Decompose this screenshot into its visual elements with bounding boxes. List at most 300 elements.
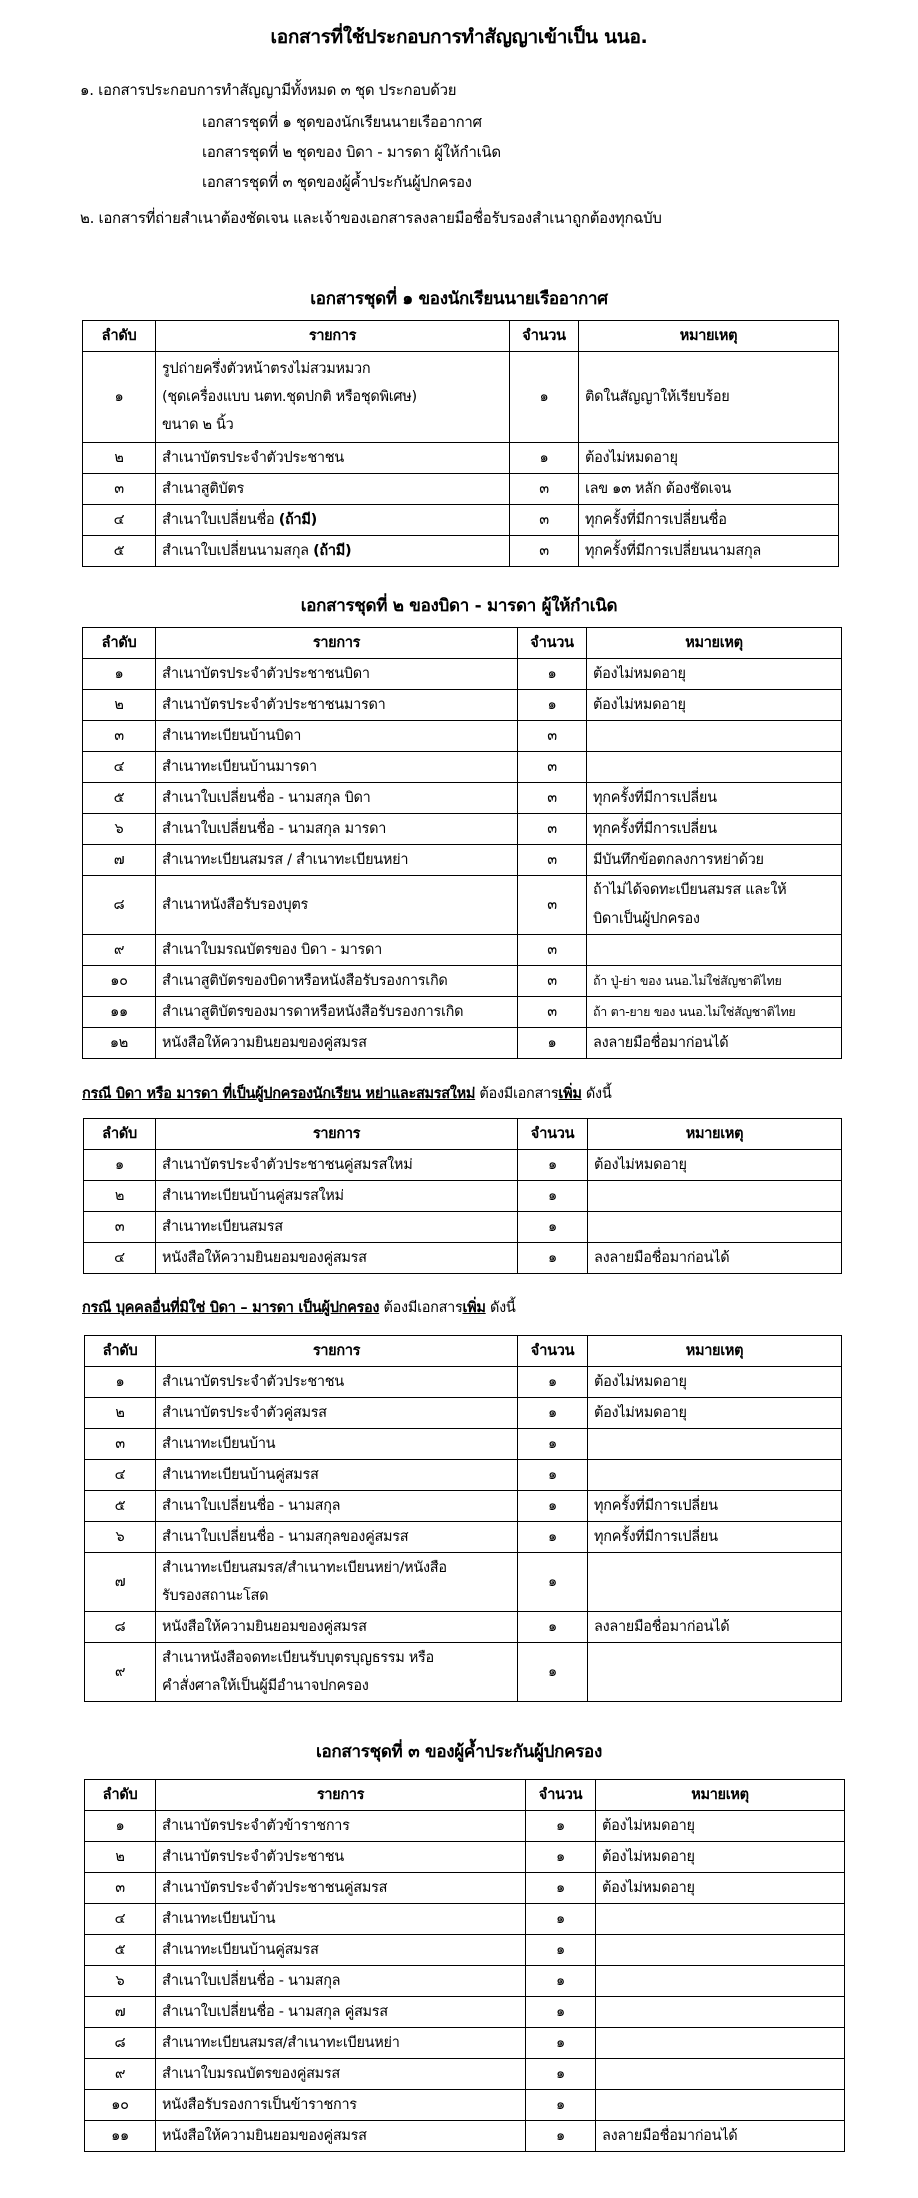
row-note-line: บิดาเป็นผู้ปกครอง xyxy=(593,911,700,927)
row-item-text: หนังสือรับรองการเป็นข้าราชการ xyxy=(162,2097,357,2113)
row-number: ๑๐ xyxy=(83,966,156,997)
table-header-row xyxy=(84,1119,842,1150)
row-item xyxy=(156,352,510,443)
row-number: ๑๑ xyxy=(83,997,156,1028)
row-number: ๙ xyxy=(85,2059,156,2090)
row-quantity: ๑ xyxy=(518,1367,588,1398)
row-note xyxy=(588,1460,842,1491)
row-item xyxy=(156,1491,518,1522)
col-no-header: ลำดับ xyxy=(84,1119,156,1150)
col-qty-header: จำนวน xyxy=(518,1119,588,1150)
table-row xyxy=(85,1811,845,1842)
col-note-header: หมายเหตุ xyxy=(579,321,839,352)
row-item-text: สำเนาใบเปลี่ยนชื่อ - นามสกุล xyxy=(162,1498,341,1514)
row-number: ๓ xyxy=(83,474,156,505)
row-note: ลงลายมือชื่อมาก่อนได้ xyxy=(596,2121,845,2152)
table-row xyxy=(83,721,842,752)
row-number: ๖ xyxy=(85,1522,156,1553)
row-note: ติดในสัญญาให้เรียบร้อย xyxy=(579,352,839,443)
table-row xyxy=(83,536,839,567)
intro-item-2: ๒. เอกสารที่ถ่ายสำเนาต้องชัดเจน และเจ้าของเอกสารลงลายมือชื่อรับรองสำเนาถูกต้องทุกฉบับ xyxy=(80,209,662,227)
row-item-conditional-tag: (ถ้ามี) xyxy=(278,512,317,528)
row-quantity: ๑ xyxy=(518,1429,588,1460)
case2-heading xyxy=(82,1296,516,1319)
row-quantity: ๓ xyxy=(510,536,579,567)
row-item-text: สำเนาทะเบียนบ้านคู่สมรส xyxy=(162,1942,319,1958)
row-number: ๑ xyxy=(85,1811,156,1842)
row-item xyxy=(156,966,518,997)
table-row xyxy=(83,752,842,783)
row-item xyxy=(156,536,510,567)
row-item xyxy=(156,814,518,845)
row-note: ถ้า ตา-ยาย ของ นนอ.ไม่ใช่สัญชาติไทย xyxy=(587,997,842,1028)
table-row xyxy=(85,1966,845,1997)
row-item xyxy=(156,1150,518,1181)
row-item xyxy=(156,1522,518,1553)
table-row xyxy=(83,1028,842,1059)
row-number: ๒ xyxy=(83,443,156,474)
row-note: ต้องไม่หมดอายุ xyxy=(596,1811,845,1842)
row-quantity: ๑ xyxy=(518,690,587,721)
row-quantity: ๑ xyxy=(518,659,587,690)
row-item-text: สำเนาใบมรณบัตรของคู่สมรส xyxy=(162,2066,340,2082)
table-row xyxy=(83,505,839,536)
table-row xyxy=(84,1181,842,1212)
row-item xyxy=(156,1997,526,2028)
row-item xyxy=(156,1429,518,1460)
row-number: ๓ xyxy=(83,721,156,752)
row-number: ๑๐ xyxy=(85,2090,156,2121)
row-note: ทุกครั้งที่มีการเปลี่ยน xyxy=(588,1491,842,1522)
row-note: ทุกครั้งที่มีการเปลี่ยนนามสกุล xyxy=(579,536,839,567)
table-row xyxy=(85,1643,842,1702)
intro-set-1: เอกสารชุดที่ ๑ ชุดของนักเรียนนายเรืออากาศ xyxy=(202,113,482,131)
row-note xyxy=(587,752,842,783)
row-item xyxy=(156,876,518,935)
row-number: ๗ xyxy=(85,1997,156,2028)
row-note: ต้องไม่หมดอายุ xyxy=(579,443,839,474)
row-note: ต้องไม่หมดอายุ xyxy=(596,1842,845,1873)
row-quantity: ๑ xyxy=(526,2121,596,2152)
row-item xyxy=(156,1842,526,1873)
intro-item-1: ๑. เอกสารประกอบการทำสัญญามีทั้งหมด ๓ ชุด ประกอบด้วย xyxy=(80,81,457,99)
row-item xyxy=(156,2028,526,2059)
row-note: ต้องไม่หมดอายุ xyxy=(587,659,842,690)
row-note: ลงลายมือชื่อมาก่อนได้ xyxy=(588,1612,842,1643)
col-note-header: หมายเหตุ xyxy=(596,1780,845,1811)
row-item-line: ขนาด ๒ นิ้ว xyxy=(162,417,234,433)
row-quantity: ๑ xyxy=(518,1612,588,1643)
row-item-text: สำเนาบัตรประจำตัวประชาชนคู่สมรสใหม่ xyxy=(162,1157,413,1173)
page-title: เอกสารที่ใช้ประกอบการทำสัญญาเข้าเป็น นนอ. xyxy=(270,26,648,48)
row-quantity: ๓ xyxy=(518,966,587,997)
table-row xyxy=(85,1873,845,1904)
row-item-text: หนังสือให้ความยินยอมของคู่สมรส xyxy=(162,1035,367,1051)
row-number: ๑๒ xyxy=(83,1028,156,1059)
row-item xyxy=(156,1212,518,1243)
row-note: ต้องไม่หมดอายุ xyxy=(587,690,842,721)
row-item-line: รูปถ่ายครึ่งตัวหน้าตรงไม่สวมหมวก xyxy=(162,361,371,377)
col-qty-header: จำนวน xyxy=(510,321,579,352)
row-item xyxy=(156,474,510,505)
row-number: ๑ xyxy=(84,1150,156,1181)
table-row xyxy=(85,1904,845,1935)
row-quantity: ๑ xyxy=(518,1460,588,1491)
row-item xyxy=(156,721,518,752)
col-no-header: ลำดับ xyxy=(85,1336,156,1367)
table-header-row xyxy=(83,628,842,659)
row-item-text: สำเนาหนังสือรับรองบุตร xyxy=(162,897,308,913)
row-item-text: สำเนาใบเปลี่ยนชื่อ - นามสกุลของคู่สมรส xyxy=(162,1529,409,1545)
row-item xyxy=(156,2090,526,2121)
col-note-header: หมายเหตุ xyxy=(587,628,842,659)
row-item-text: สำเนาทะเบียนบ้านคู่สมรสใหม่ xyxy=(162,1188,344,1204)
row-quantity: ๑ xyxy=(526,1873,596,1904)
case2-table xyxy=(84,1335,842,1702)
row-note: ทุกครั้งที่มีการเปลี่ยน xyxy=(587,814,842,845)
table-row xyxy=(84,1212,842,1243)
row-number: ๑ xyxy=(83,659,156,690)
row-quantity: ๑ xyxy=(526,2090,596,2121)
row-item-line: สำเนาทะเบียนสมรส/สำเนาทะเบียนหย่า/หนังสือ xyxy=(162,1560,447,1576)
row-item-text: สำเนาทะเบียนบ้าน xyxy=(162,1436,276,1452)
row-item-text: สำเนาบัตรประจำตัวประชาชนคู่สมรส xyxy=(162,1880,388,1896)
table-row xyxy=(83,814,842,845)
row-number: ๓ xyxy=(85,1429,156,1460)
row-item xyxy=(156,2121,526,2152)
row-note: เลข ๑๓ หลัก ต้องชัดเจน xyxy=(579,474,839,505)
row-item-text: สำเนาทะเบียนบ้านมารดา xyxy=(162,759,317,775)
table-row xyxy=(83,352,839,443)
table-header-row xyxy=(85,1336,842,1367)
row-quantity: ๑ xyxy=(526,2059,596,2090)
row-note: ทุกครั้งที่มีการเปลี่ยนชื่อ xyxy=(579,505,839,536)
row-note: ต้องไม่หมดอายุ xyxy=(588,1367,842,1398)
row-item-text: สำเนาใบเปลี่ยนชื่อ xyxy=(162,512,275,528)
row-item xyxy=(156,1553,518,1612)
case2-heading-emphasis: เพิ่ม xyxy=(462,1300,486,1316)
row-quantity: ๑ xyxy=(518,1181,588,1212)
row-item-text: สำเนาสูติบัตรของมารดาหรือหนังสือรับรองการเกิด xyxy=(162,1004,464,1020)
row-quantity: ๑ xyxy=(518,1643,588,1702)
set2-table xyxy=(82,627,842,1059)
set2-title: เอกสารชุดที่ ๒ ของบิดา - มารดา ผู้ให้กำเนิด xyxy=(300,596,618,616)
col-no-header: ลำดับ xyxy=(85,1780,156,1811)
row-number: ๑๑ xyxy=(85,2121,156,2152)
row-quantity: ๓ xyxy=(518,935,587,966)
row-note xyxy=(596,1935,845,1966)
row-note xyxy=(596,2090,845,2121)
col-qty-header: จำนวน xyxy=(518,1336,588,1367)
row-note xyxy=(588,1553,842,1612)
row-item-text: สำเนาใบมรณบัตรของ บิดา - มารดา xyxy=(162,942,382,958)
row-note-line: ถ้าไม่ได้จดทะเบียนสมรส และให้ xyxy=(593,882,787,898)
row-number: ๗ xyxy=(83,845,156,876)
row-number: ๔ xyxy=(84,1243,156,1274)
table-row xyxy=(85,1429,842,1460)
col-item-header: รายการ xyxy=(156,628,518,659)
row-item xyxy=(156,1612,518,1643)
row-item xyxy=(156,783,518,814)
row-number: ๒ xyxy=(83,690,156,721)
row-note: ลงลายมือชื่อมาก่อนได้ xyxy=(587,1028,842,1059)
row-item-text: สำเนาทะเบียนบ้าน xyxy=(162,1911,276,1927)
row-number: ๒ xyxy=(85,1842,156,1873)
row-note: ลงลายมือชื่อมาก่อนได้ xyxy=(588,1243,842,1274)
row-item-text: สำเนาทะเบียนสมรส/สำเนาทะเบียนหย่า xyxy=(162,2035,400,2051)
row-note xyxy=(596,1966,845,1997)
row-number: ๔ xyxy=(85,1460,156,1491)
row-item-text: สำเนาสูติบัตรของบิดาหรือหนังสือรับรองการเกิด xyxy=(162,973,448,989)
row-number: ๙ xyxy=(83,935,156,966)
row-quantity: ๑ xyxy=(518,1491,588,1522)
row-quantity: ๑ xyxy=(518,1028,587,1059)
row-note xyxy=(596,2028,845,2059)
row-note xyxy=(588,1212,842,1243)
row-quantity: ๓ xyxy=(518,752,587,783)
row-quantity: ๑ xyxy=(510,352,579,443)
table-row xyxy=(83,690,842,721)
table-row xyxy=(83,966,842,997)
col-note-header: หมายเหตุ xyxy=(588,1336,842,1367)
row-quantity: ๑ xyxy=(518,1212,588,1243)
row-note xyxy=(587,935,842,966)
row-item xyxy=(156,1935,526,1966)
intro-set-3: เอกสารชุดที่ ๓ ชุดของผู้ค้ำประกันผู้ปกครอง xyxy=(202,173,472,191)
table-row xyxy=(85,2121,845,2152)
row-note xyxy=(587,721,842,752)
row-quantity: ๑ xyxy=(526,2028,596,2059)
row-item xyxy=(156,1873,526,1904)
row-item-text: หนังสือให้ความยินยอมของคู่สมรส xyxy=(162,2128,367,2144)
table-row xyxy=(85,2090,845,2121)
row-item-text: สำเนาบัตรประจำตัวประชาชน xyxy=(162,1374,344,1390)
row-item xyxy=(156,659,518,690)
col-qty-header: จำนวน xyxy=(526,1780,596,1811)
row-number: ๘ xyxy=(83,876,156,935)
row-note xyxy=(596,1904,845,1935)
row-item-text: สำเนาบัตรประจำตัวประชาชนบิดา xyxy=(162,666,370,682)
table-header-row xyxy=(85,1780,845,1811)
case1-table xyxy=(83,1118,842,1274)
col-item-header: รายการ xyxy=(156,1780,526,1811)
table-row xyxy=(83,997,842,1028)
row-note: ต้องไม่หมดอายุ xyxy=(588,1150,842,1181)
table-row xyxy=(83,474,839,505)
row-quantity: ๑ xyxy=(526,1842,596,1873)
row-note: ต้องไม่หมดอายุ xyxy=(588,1398,842,1429)
row-item-text: สำเนาทะเบียนบ้านบิดา xyxy=(162,728,302,744)
row-note xyxy=(596,1997,845,2028)
row-quantity: ๓ xyxy=(518,783,587,814)
row-quantity: ๓ xyxy=(510,474,579,505)
table-row xyxy=(85,1612,842,1643)
row-item-text: หนังสือให้ความยินยอมของคู่สมรส xyxy=(162,1619,367,1635)
row-quantity: ๓ xyxy=(518,721,587,752)
row-item xyxy=(156,1398,518,1429)
table-header-row xyxy=(83,321,839,352)
row-note xyxy=(587,876,842,935)
row-quantity: ๓ xyxy=(510,505,579,536)
row-item xyxy=(156,1367,518,1398)
row-number: ๘ xyxy=(85,2028,156,2059)
table-row xyxy=(83,783,842,814)
table-row xyxy=(85,1491,842,1522)
row-quantity: ๑ xyxy=(518,1398,588,1429)
row-item-text: สำเนาใบเปลี่ยนชื่อ - นามสกุล xyxy=(162,1973,341,1989)
row-note xyxy=(588,1643,842,1702)
row-number: ๒ xyxy=(84,1181,156,1212)
row-number: ๕ xyxy=(85,1491,156,1522)
row-number: ๕ xyxy=(85,1935,156,1966)
row-item-line: สำเนาหนังสือจดทะเบียนรับบุตรบุญธรรม หรือ xyxy=(162,1650,434,1666)
row-item xyxy=(156,505,510,536)
row-item xyxy=(156,443,510,474)
row-quantity: ๑ xyxy=(526,1935,596,1966)
row-note: ทุกครั้งที่มีการเปลี่ยน xyxy=(588,1522,842,1553)
row-item-text: สำเนาบัตรประจำตัวประชาชน xyxy=(162,1849,344,1865)
table-row xyxy=(83,443,839,474)
row-item-text: สำเนาสูติบัตร xyxy=(162,481,244,497)
table-row xyxy=(85,1553,842,1612)
col-no-header: ลำดับ xyxy=(83,628,156,659)
row-item xyxy=(156,1643,518,1702)
col-note-header: หมายเหตุ xyxy=(588,1119,842,1150)
row-item-text: สำเนาบัตรประจำตัวข้าราชการ xyxy=(162,1818,350,1834)
col-no-header: ลำดับ xyxy=(83,321,156,352)
row-quantity: ๓ xyxy=(518,876,587,935)
row-number: ๑ xyxy=(83,352,156,443)
row-item-text: สำเนาบัตรประจำตัวประชาชนมารดา xyxy=(162,697,386,713)
row-quantity: ๑ xyxy=(526,1997,596,2028)
case1-heading-end: ดังนี้ xyxy=(581,1086,612,1102)
row-quantity: ๑ xyxy=(526,1811,596,1842)
row-number: ๔ xyxy=(83,752,156,783)
table-row xyxy=(85,1460,842,1491)
case1-heading xyxy=(82,1082,611,1105)
table-row xyxy=(83,845,842,876)
row-item-text: สำเนาทะเบียนสมรส xyxy=(162,1219,283,1235)
set1-table xyxy=(82,320,839,567)
row-note xyxy=(596,2059,845,2090)
row-note xyxy=(588,1181,842,1212)
row-quantity: ๓ xyxy=(518,997,587,1028)
row-number: ๔ xyxy=(85,1904,156,1935)
table-row xyxy=(85,1367,842,1398)
row-item-text: สำเนาทะเบียนบ้านคู่สมรส xyxy=(162,1467,319,1483)
row-number: ๑ xyxy=(85,1367,156,1398)
row-item-text: สำเนาใบเปลี่ยนชื่อ - นามสกุล มารดา xyxy=(162,821,387,837)
col-item-header: รายการ xyxy=(156,321,510,352)
table-row xyxy=(85,1997,845,2028)
row-item xyxy=(156,1966,526,1997)
row-quantity: ๑ xyxy=(510,443,579,474)
row-quantity: ๑ xyxy=(518,1150,588,1181)
row-item xyxy=(156,845,518,876)
set3-title: เอกสารชุดที่ ๓ ของผู้ค้ำประกันผู้ปกครอง xyxy=(316,1742,602,1762)
table-row xyxy=(84,1150,842,1181)
row-item-text: สำเนาบัตรประจำตัวประชาชน xyxy=(162,450,344,466)
row-item-line: รับรองสถานะโสด xyxy=(162,1588,269,1604)
row-item-conditional-tag: (ถ้ามี) xyxy=(313,543,352,559)
case1-heading-text: ต้องมีเอกสาร xyxy=(475,1086,559,1102)
row-number: ๔ xyxy=(83,505,156,536)
row-item xyxy=(156,1811,526,1842)
row-item-line: (ชุดเครื่องแบบ นตท.ชุดปกติ หรือชุดพิเศษ) xyxy=(162,389,417,405)
row-note xyxy=(588,1429,842,1460)
table-row xyxy=(85,1842,845,1873)
row-item-text: สำเนาบัตรประจำตัวคู่สมรส xyxy=(162,1405,327,1421)
row-item xyxy=(156,690,518,721)
table-row xyxy=(83,935,842,966)
row-number: ๙ xyxy=(85,1643,156,1702)
table-row xyxy=(84,1243,842,1274)
row-number: ๘ xyxy=(85,1612,156,1643)
row-note: ต้องไม่หมดอายุ xyxy=(596,1873,845,1904)
row-item-text: สำเนาทะเบียนสมรส / สำเนาทะเบียนหย่า xyxy=(162,852,409,868)
row-item xyxy=(156,1904,526,1935)
row-item-text: สำเนาใบเปลี่ยนชื่อ - นามสกุล บิดา xyxy=(162,790,371,806)
row-item-text: หนังสือให้ความยินยอมของคู่สมรส xyxy=(162,1250,367,1266)
table-row xyxy=(85,1398,842,1429)
row-number: ๓ xyxy=(84,1212,156,1243)
table-row xyxy=(85,2028,845,2059)
row-quantity: ๑ xyxy=(526,1904,596,1935)
case1-heading-emphasis: เพิ่ม xyxy=(558,1086,582,1102)
table-row xyxy=(83,876,842,935)
row-item xyxy=(156,2059,526,2090)
row-quantity: ๑ xyxy=(526,1966,596,1997)
set1-title: เอกสารชุดที่ ๑ ของนักเรียนนายเรืออากาศ xyxy=(310,289,608,309)
row-number: ๒ xyxy=(85,1398,156,1429)
row-item-line: คำสั่งศาลให้เป็นผู้มีอำนาจปกครอง xyxy=(162,1678,369,1694)
set3-table xyxy=(84,1779,845,2152)
row-number: ๗ xyxy=(85,1553,156,1612)
row-item-text: สำเนาใบเปลี่ยนชื่อ - นามสกุล คู่สมรส xyxy=(162,2004,388,2020)
row-item xyxy=(156,1243,518,1274)
case2-heading-condition: กรณี บุคคลอื่นที่มิใช่ บิดา – มารดา เป็นผู้ปกครอง xyxy=(82,1300,380,1316)
row-item xyxy=(156,935,518,966)
row-item xyxy=(156,752,518,783)
case2-heading-end: ดังนี้ xyxy=(485,1300,516,1316)
row-quantity: ๑ xyxy=(518,1243,588,1274)
row-number: ๖ xyxy=(83,814,156,845)
row-number: ๕ xyxy=(83,783,156,814)
row-quantity: ๓ xyxy=(518,814,587,845)
row-item xyxy=(156,1460,518,1491)
table-row xyxy=(83,659,842,690)
row-quantity: ๓ xyxy=(518,845,587,876)
col-qty-header: จำนวน xyxy=(518,628,587,659)
row-number: ๖ xyxy=(85,1966,156,1997)
table-row xyxy=(85,1522,842,1553)
intro-set-2: เอกสารชุดที่ ๒ ชุดของ บิดา - มารดา ผู้ให้กำเนิด xyxy=(202,143,501,161)
row-item xyxy=(156,1028,518,1059)
table-row xyxy=(85,1935,845,1966)
case1-heading-condition: กรณี บิดา หรือ มารดา ที่เป็นผู้ปกครองนักเรียน หย่าและสมรสใหม่ xyxy=(82,1086,476,1102)
row-note: ทุกครั้งที่มีการเปลี่ยน xyxy=(587,783,842,814)
row-number: ๓ xyxy=(85,1873,156,1904)
row-note: มีบันทึกข้อตกลงการหย่าด้วย xyxy=(587,845,842,876)
row-quantity: ๑ xyxy=(518,1553,588,1612)
row-item xyxy=(156,997,518,1028)
row-quantity: ๑ xyxy=(518,1522,588,1553)
col-item-header: รายการ xyxy=(156,1336,518,1367)
case2-heading-text: ต้องมีเอกสาร xyxy=(379,1300,463,1316)
row-item-text: สำเนาใบเปลี่ยนนามสกุล xyxy=(162,543,309,559)
col-item-header: รายการ xyxy=(156,1119,518,1150)
row-note: ถ้า ปู่-ย่า ของ นนอ.ไม่ใช่สัญชาติไทย xyxy=(587,966,842,997)
